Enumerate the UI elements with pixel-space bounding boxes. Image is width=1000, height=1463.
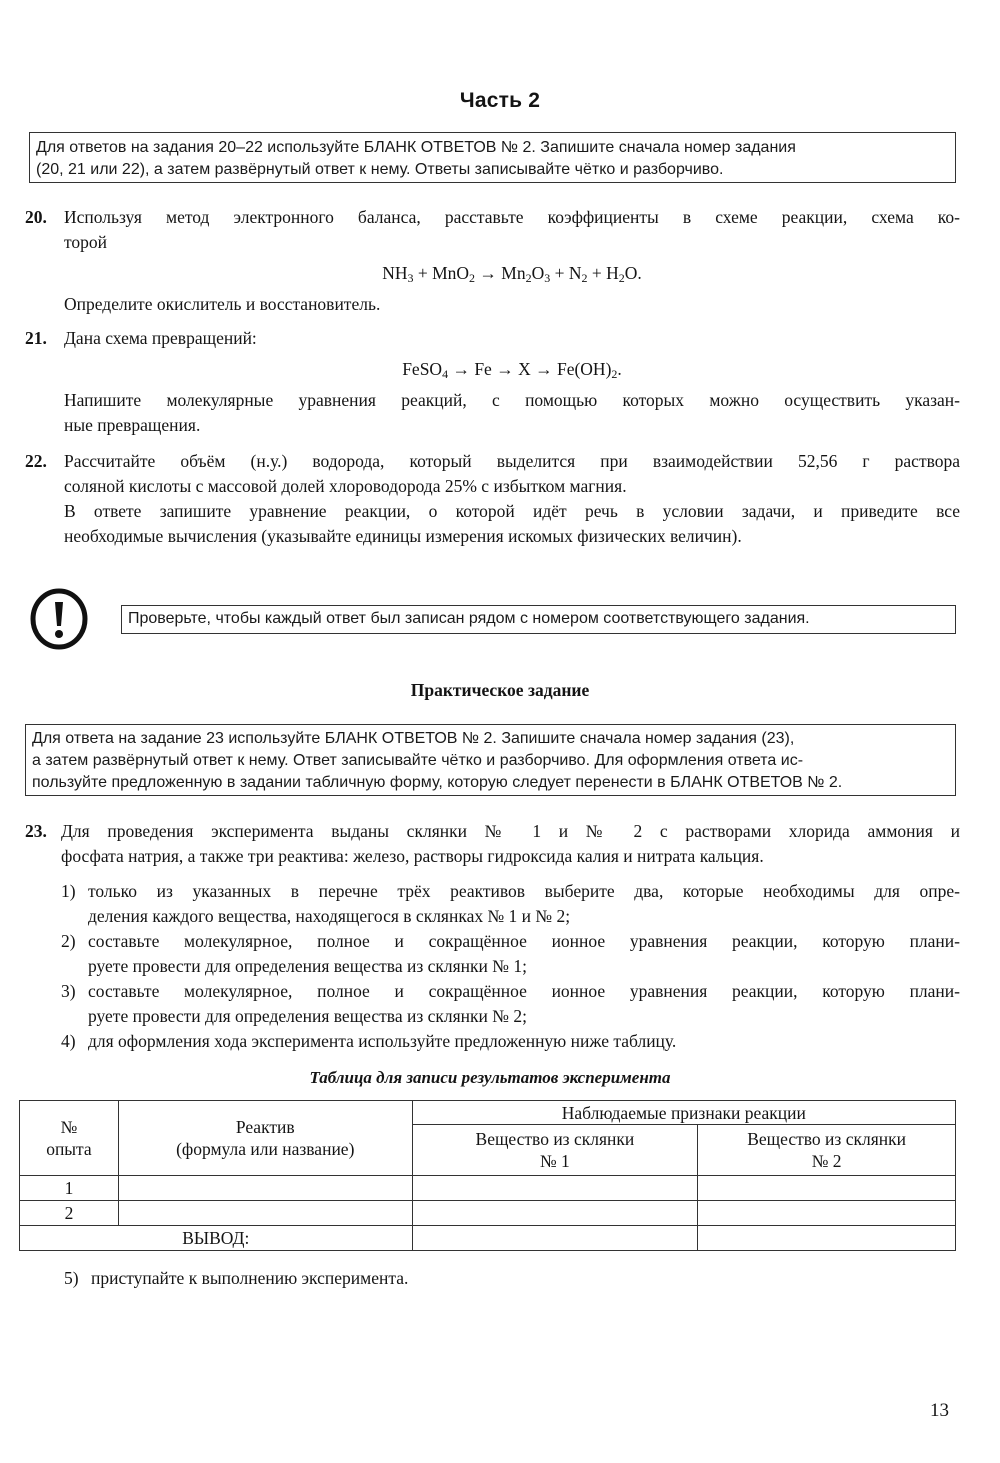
section-title-practical: Практическое задание — [410, 680, 590, 700]
instructions-line: Для ответа на задание 23 используйте БЛАНК ОТВЕТОВ № 2. Запишите сначала номер задания (23), — [32, 730, 795, 747]
task-text-line: ные превращения. — [64, 415, 201, 435]
task-step-2: 2) составьте молекулярное, полное и сокращённое ионное уравнения реакции, которую плани- руете провести для определения вещества из склянки № 1; — [61, 931, 960, 976]
task-text-line: В ответе запишите уравнение реакции, о которой идёт речь в условии задачи, и приведите все — [64, 501, 960, 521]
instructions-box-practical — [25, 724, 956, 796]
table-row — [20, 1176, 956, 1201]
cell-flask-2[interactable] — [698, 1201, 956, 1226]
cell-reagent[interactable] — [118, 1201, 412, 1226]
task-text-line: фосфата натрия, а также три реактива: железо, растворы гидроксида калия и нитрата кальция. — [61, 846, 764, 866]
warning-box — [121, 605, 956, 634]
conclusion-label: ВЫВОД: — [20, 1226, 413, 1251]
cell-flask-1[interactable] — [412, 1176, 698, 1201]
instructions-box-part2 — [29, 132, 956, 183]
task-number: 21. — [25, 328, 47, 348]
task-step-3: 3) составьте молекулярное, полное и сокращённое ионное уравнения реакции, которую плани- руете провести для определения вещества из склянки № 2; — [61, 981, 960, 1026]
task-text-line: Для проведения эксперимента выданы склянки № 1 и № 2 с растворами хлорида аммония и — [61, 821, 960, 841]
task-23 — [25, 819, 960, 1054]
task-text-line: Дана схема превращений: — [64, 328, 257, 348]
task-text-line: Используя метод электронного баланса, расставьте коэффициенты в схеме реакции, схема ко- — [64, 207, 960, 227]
header-observed-signs: Наблюдаемые признаки реакции — [412, 1101, 955, 1125]
task-step-1: 1) только из указанных в перечне трёх реактивов выберите два, которые необходимы для опре- деления каждого вещества, находящегося в склянках № 1 и № 2; — [61, 881, 960, 926]
task-text-line: торой — [64, 232, 108, 252]
results-table — [19, 1100, 956, 1251]
header-experiment-number: № опыта — [20, 1101, 119, 1176]
task-text-line: Рассчитайте объём (н.у.) водорода, который выделится при взаимодействии 52,56 г раствора — [64, 451, 960, 471]
task-text-line: Напишите молекулярные уравнения реакций, с помощью которых можно осуществить указан- — [64, 390, 960, 410]
warning-text: Проверьте, чтобы каждый ответ был записан рядом с номером соответствующего задания. — [128, 610, 810, 627]
cell-flask-2[interactable] — [698, 1176, 956, 1201]
cell-reagent[interactable] — [118, 1176, 412, 1201]
task-number: 23. — [25, 821, 47, 841]
task-21 — [25, 326, 960, 438]
instructions-line: пользуйте предложенную в задании табличную форму, которую следует перенести в БЛАНК ОТВЕТОВ № 2. — [32, 774, 843, 791]
cell-experiment-number: 1 — [20, 1176, 119, 1201]
table-row-conclusion — [20, 1226, 956, 1251]
part-title: Часть 2 — [459, 89, 541, 112]
reaction-formula: $NH_3 + MnO_2 \to Mn_2O_3 + N_2 + H_2O$. — [382, 263, 642, 285]
task-step-5: 5) приступайте к выполнению эксперимента. — [64, 1268, 409, 1288]
cell-conclusion-flask-2[interactable] — [698, 1226, 956, 1251]
cell-experiment-number: 2 — [20, 1201, 119, 1226]
task-text-line: необходимые вычисления (указывайте единицы измерения искомых физических величин). — [64, 526, 742, 546]
instructions-line: (20, 21 или 22), а затем развёрнутый ответ к нему. Ответы записывайте чётко и разборчиво. — [36, 161, 724, 178]
task-text-line: соляной кислоты с массовой долей хлороводорода 25% с избытком магния. — [64, 476, 627, 496]
task-number: 22. — [25, 451, 47, 471]
task-step-4: 4) для оформления хода эксперимента используйте предложенную ниже таблицу. — [61, 1031, 677, 1051]
transformation-scheme: FeSO$_4$ → $Fe \to X \to Fe(OH)_2$. — [402, 359, 622, 381]
cell-flask-1[interactable] — [412, 1201, 698, 1226]
header-reagent: Реактив (формула или название) — [118, 1101, 412, 1176]
header-flask-2: Вещество из склянки № 2 — [698, 1125, 956, 1176]
page-number: 13 — [930, 1400, 949, 1421]
task-20 — [25, 205, 960, 317]
table-caption: Таблица для записи результатов эксперимента — [309, 1068, 671, 1087]
task-22 — [25, 449, 960, 549]
task-number: 20. — [25, 207, 47, 227]
task-steps — [61, 879, 960, 1054]
header-flask-1: Вещество из склянки № 1 — [412, 1125, 698, 1176]
instructions-line: а затем развёрнутый ответ к нему. Ответ записывайте чётко и разборчиво. Для оформления ответа ис- — [32, 752, 804, 769]
instructions-line: Для ответов на задания 20–22 используйте БЛАНК ОТВЕТОВ № 2. Запишите сначала номер задания — [36, 139, 796, 156]
task-text-line: Определите окислитель и восстановитель. — [64, 294, 381, 314]
cell-conclusion-flask-1[interactable] — [412, 1226, 698, 1251]
exclamation-circle-icon — [30, 588, 88, 650]
table-row — [20, 1201, 956, 1226]
